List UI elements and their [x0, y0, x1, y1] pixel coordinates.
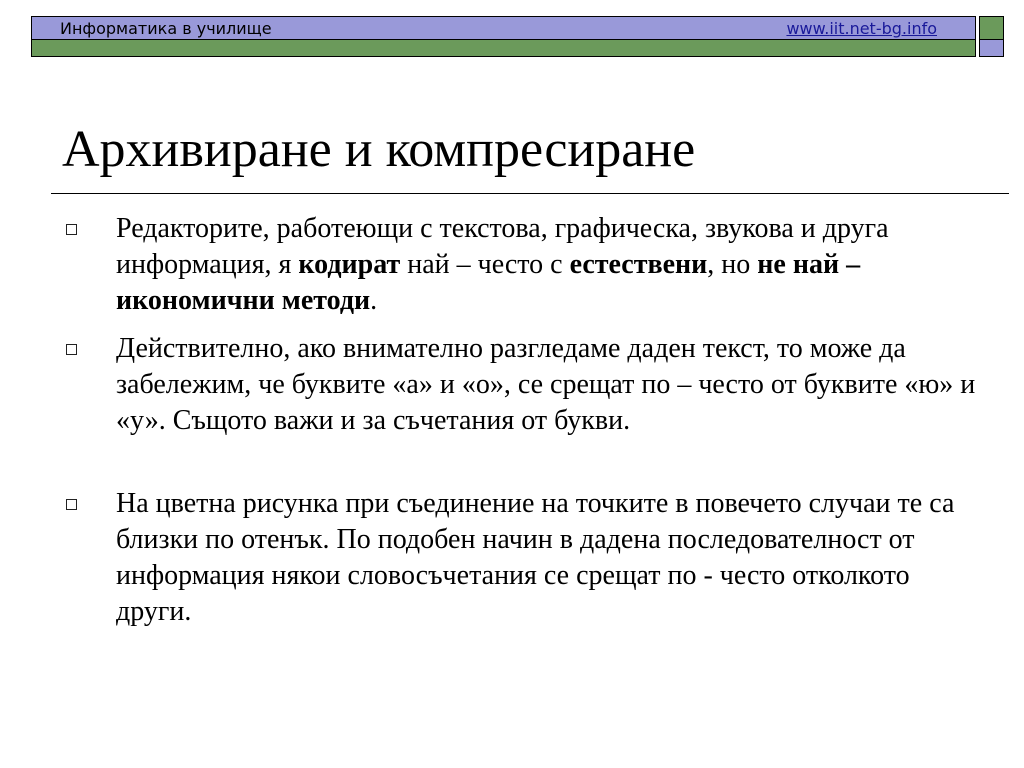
bullet-text-bold: не най – икономични методи — [116, 249, 861, 316]
header-url-prefix: www. — [786, 19, 830, 38]
corner-top — [980, 17, 1003, 40]
bullet-text-bold: кодират — [298, 249, 401, 280]
header-url-domain: iit.net-bg.info — [829, 19, 937, 38]
bullet-item — [116, 211, 976, 319]
bullet-text: най – често с — [400, 249, 570, 280]
bullet-text: , но — [707, 249, 758, 280]
hollow-square-icon — [66, 499, 77, 510]
bullet-text: . — [370, 285, 378, 316]
bullet-text-bold: естествени — [569, 249, 708, 280]
bullet-text: Редакторите, работеющи с текстова, графическа, звукова и друга информация, я — [116, 213, 889, 280]
header-corner-box — [979, 16, 1004, 57]
bullet-text: Действително, ако внимателно разгледаме даден текст, то може да забележим, че буквите «а» и «о», се срещат по – често от буквите «ю» и «у». Същото важи и за съчетания от букви. — [116, 333, 976, 436]
title-divider — [51, 193, 1009, 194]
header-url-link[interactable] — [786, 19, 937, 38]
header-band-bottom — [32, 40, 975, 56]
header-band — [31, 16, 976, 57]
slide-title: Архивиране и компресиране — [62, 121, 696, 178]
bullet-item — [116, 486, 976, 630]
hollow-square-icon — [66, 224, 77, 235]
header-title: Информатика в училище — [60, 19, 272, 38]
hollow-square-icon — [66, 344, 77, 355]
bullet-item — [116, 331, 976, 439]
bullet-text: На цветна рисунка при съединение на точките в повечето случаи те са близки по отенък. По подобен начин в дадена последователност от информация някои словосъчетания се срещат по - често отколкото други. — [116, 488, 955, 627]
corner-bottom — [980, 40, 1003, 56]
